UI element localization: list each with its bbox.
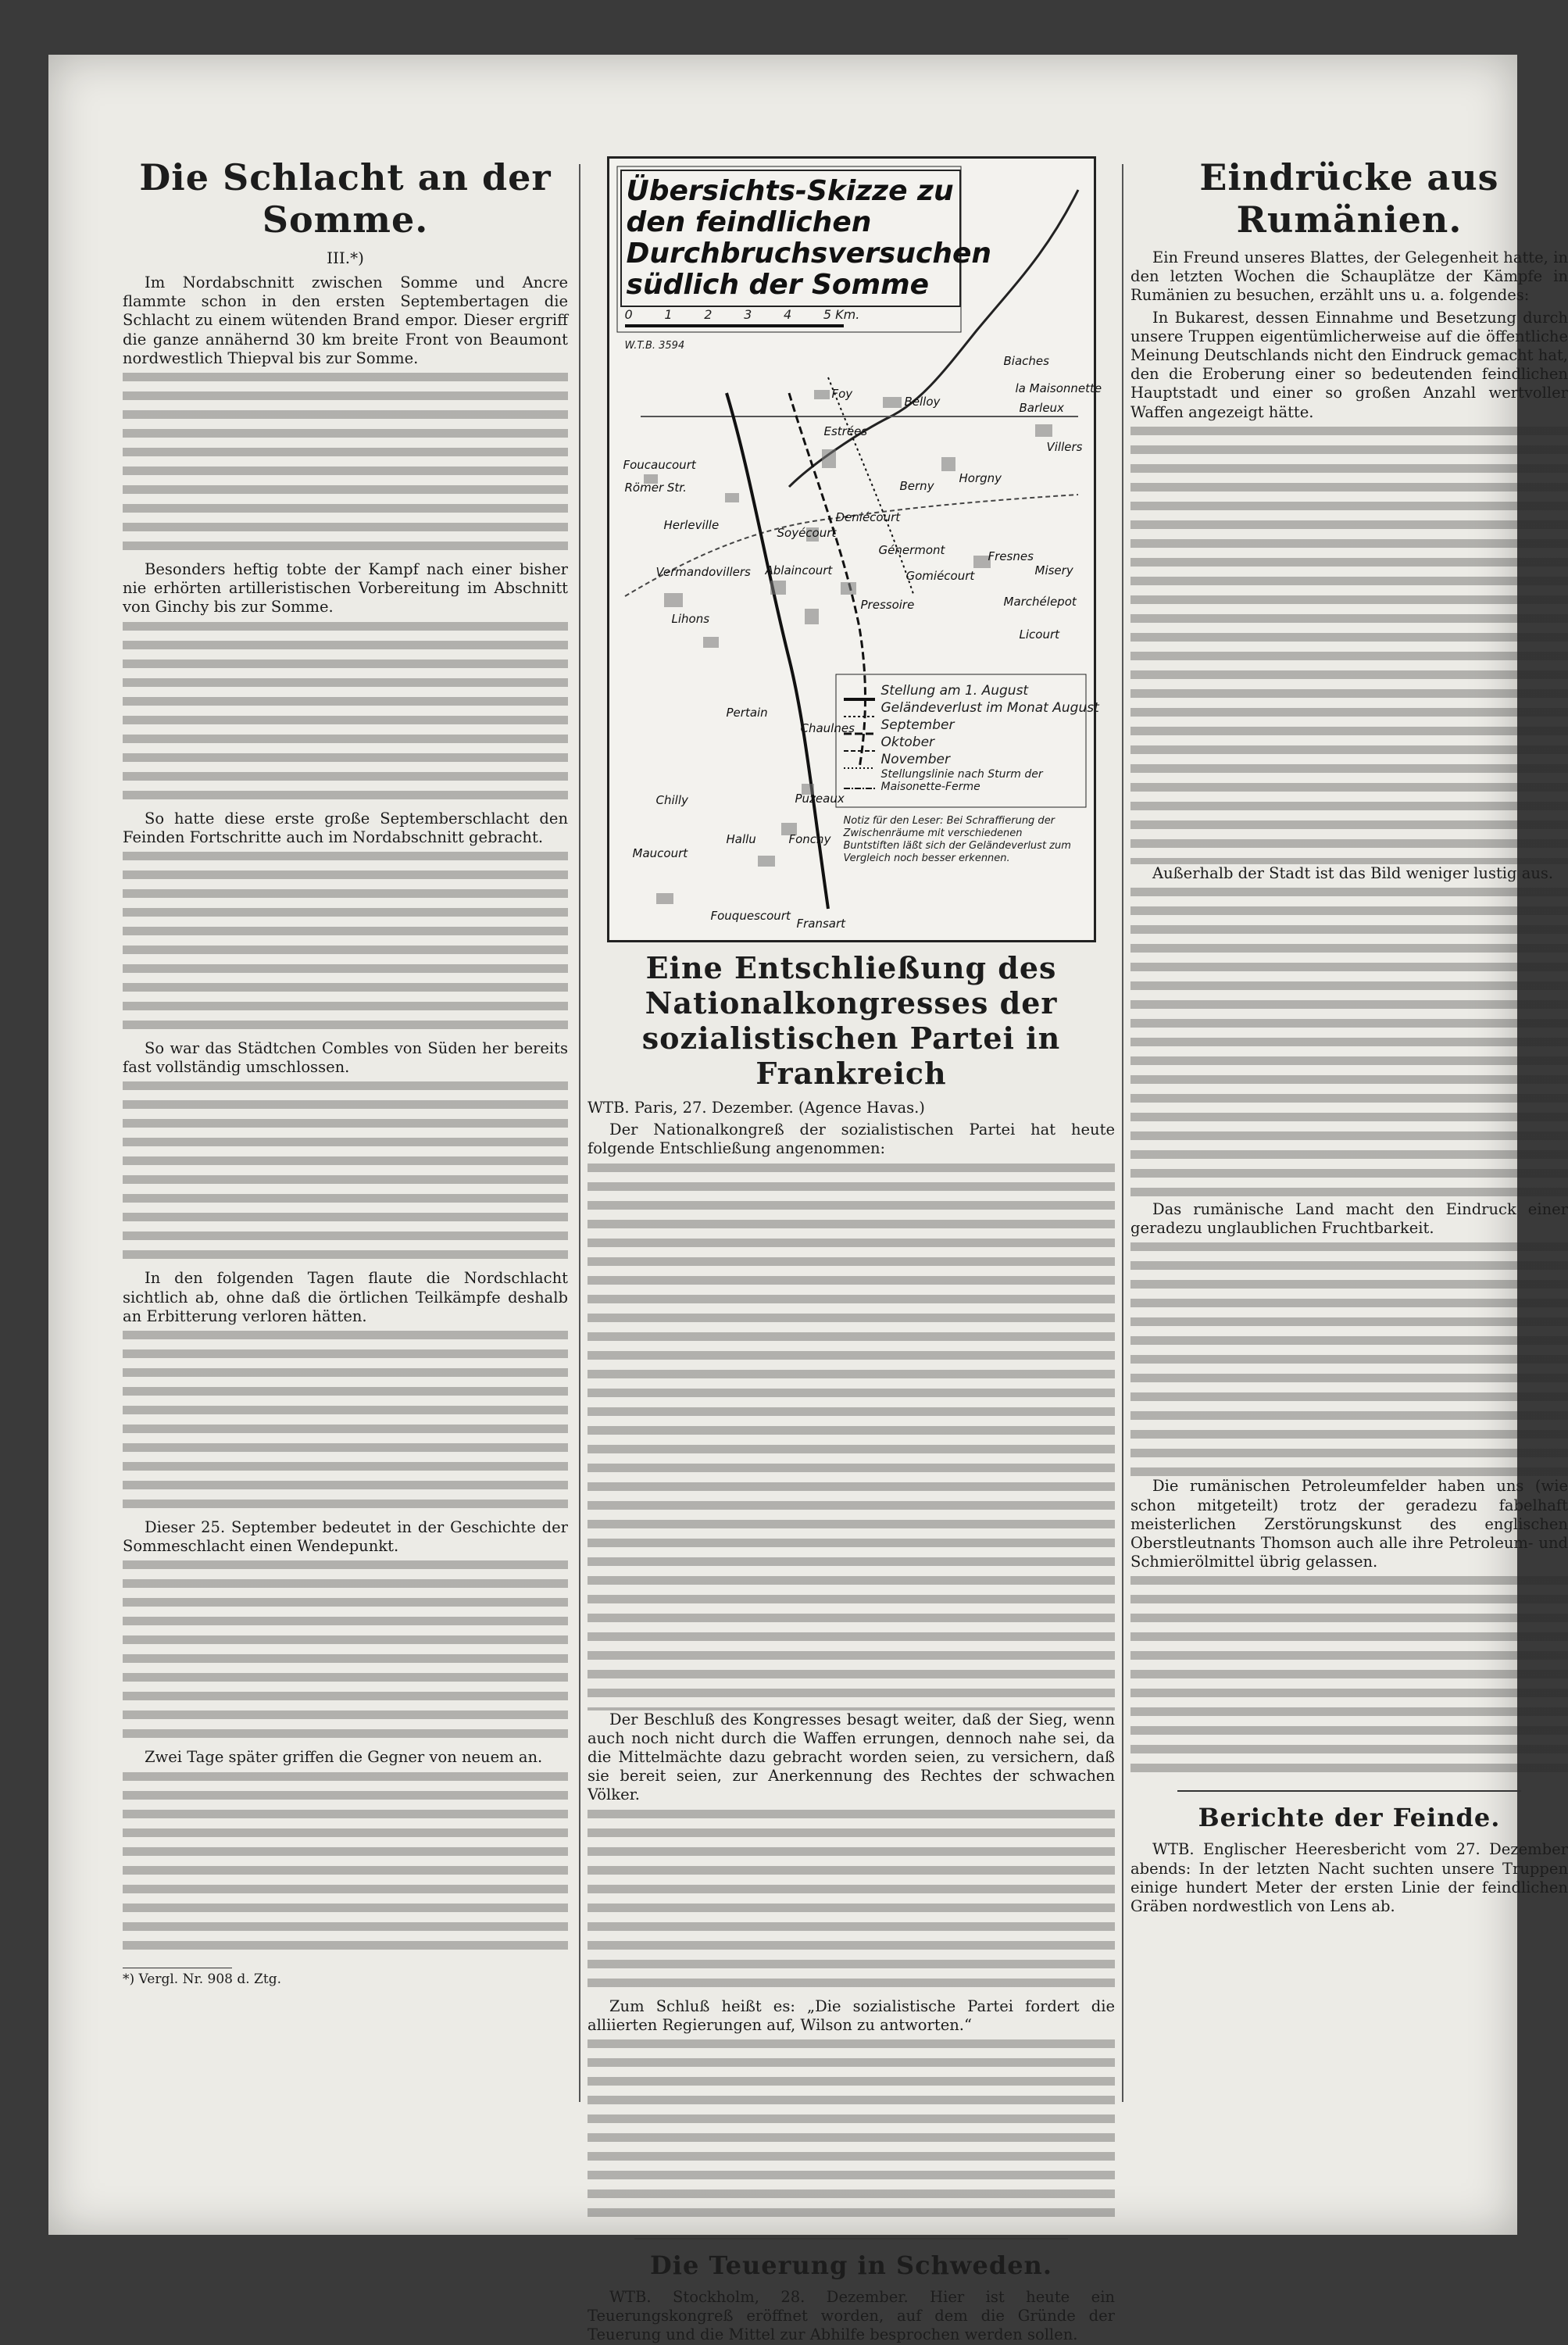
article-paragraph: Der Beschluß des Kongresses besagt weiter, daß der Sieg, wenn auch noch nicht durch die Waffen errungen, dennoch nahe sei, da die Mittelmächte dazu gebracht worden seien, zu versichern, daß sie bereit seien, zur Anerkennung des Rechtes der schwachen Völker.: [588, 1710, 1115, 1804]
place-label: Misery: [1034, 563, 1073, 577]
place-label: Gomiécourt: [905, 569, 975, 583]
scale-tick: 0: [624, 307, 633, 322]
place-label: Barleux: [1019, 401, 1064, 415]
article-separator: [1177, 1790, 1521, 1792]
place-label: Fransart: [796, 917, 846, 931]
article-paragraph: Der Nationalkongreß der sozialistischen Partei hat heute folgende Entschließung angenommen:: [588, 1121, 1115, 1158]
right-column: [1130, 156, 1568, 2157]
article-paragraph: Das rumänische Land macht den Eindruck einer geradezu unglaublichen Fruchtbarkeit.: [1130, 1200, 1568, 1238]
illegible-text-block: [588, 2039, 1115, 2227]
article-paragraph: WTB. Stockholm, 28. Dezember. Hier ist heute ein Teuerungskongreß eröffnet worden, auf dem die Gründe der Teuerung und die Mittel zur Abhilfe besprochen werden sollen.: [588, 2288, 1115, 2344]
scale-tick: 5: [823, 307, 832, 322]
front-line-august: [727, 393, 828, 909]
article-paragraph: Die rumänischen Petroleumfelder haben uns (wie schon mitgeteilt) trotz der geradezu fabelhaft meisterlichen Zerstörungskunst des englischen Oberstleutnants Thomson auch alle ihre Petroleum- und Schmierölmittel übrig gelassen.: [1130, 1477, 1568, 1571]
column-rule: [1122, 164, 1123, 2102]
article-paragraph: Besonders heftig tobte der Kampf nach einer bisher nie erhörten artilleristischen Vorbereitung im Abschnitt von Ginchy bis zur Somme.: [123, 560, 568, 617]
map-title: Übersichts-Skizze zu den feindlichen Durchbruchsversuchen südlich der Somme: [620, 170, 961, 307]
sketch-map: [607, 156, 1102, 942]
illegible-text-block: [123, 1081, 568, 1269]
romania-headline: Eindrücke aus Rumänien.: [1199, 156, 1499, 241]
illegible-text-block: [123, 1560, 568, 1748]
place-label: Génermont: [878, 543, 945, 557]
place-label: Maucourt: [632, 846, 688, 860]
illegible-text-block: [1130, 1576, 1568, 1779]
article-paragraph: In den folgenden Tagen flaute die Nordschlacht sichtlich ab, ohne daß die örtlichen Teilkämpfe deshalb an Erbitterung verloren hätten.: [123, 1269, 568, 1325]
article-dateline: WTB. Paris, 27. Dezember. (Agence Havas.): [588, 1099, 925, 1117]
legend-entry: September: [880, 717, 955, 733]
place-label: Pressoire: [860, 598, 915, 612]
scale-unit: Km.: [835, 307, 860, 322]
place-label: Ablaincourt: [765, 563, 833, 577]
place-label: Biaches: [1003, 354, 1049, 368]
congress-headline: Eine Entschließung des Nationalkongresses der sozialistischen Partei in Frankreich: [641, 950, 1061, 1091]
place-label: Soyécourt: [777, 526, 837, 540]
place-label: Vermandovillers: [655, 565, 751, 579]
middle-column: [588, 156, 1115, 2344]
place-label: Belloy: [904, 395, 941, 409]
article-paragraph: In Bukarest, dessen Einnahme und Besetzung durch unsere Truppen eigentümlicherweise auf die öffentliche Meinung Deutschlands nicht den Eindruck gemacht hat, den die Eroberung einer so bedeutenden feindlichen Hauptstadt und einer so großen Anzahl wertvoller Waffen angezeigt hätte.: [1130, 308, 1568, 421]
somme-headline: Die Schlacht an der Somme.: [139, 156, 552, 241]
illegible-text-block: [123, 852, 568, 1039]
place-label: Marchélepot: [1003, 595, 1077, 609]
place-label: la Maisonnette: [1015, 381, 1102, 395]
place-label: Fouquescourt: [710, 909, 791, 923]
place-label: Licourt: [1019, 627, 1060, 642]
illegible-text-block: [1130, 888, 1568, 1200]
illegible-text-block: [588, 1164, 1115, 1710]
illegible-text-block: [1130, 1242, 1568, 1477]
illegible-text-block: [588, 1810, 1115, 1997]
place-label: Foy: [831, 387, 853, 401]
legend-entry: Stellungslinie nach Sturm der Maisonette-Ferme: [880, 768, 1043, 793]
article-paragraph: Im Nordabschnitt zwischen Somme und Ancre flammte schon in den ersten Septembertagen die Schlacht zu einem wütenden Brand empor. Dieser ergriff die ganze annähernd 30 km breite Front von Beaumont nordwestlich Thiepval bis zur Somme.: [123, 273, 568, 367]
illegible-text-block: [123, 373, 568, 560]
place-label: Pertain: [726, 706, 768, 720]
place-label: Fonchy: [788, 832, 831, 846]
illegible-text-block: [123, 1331, 568, 1518]
footnote: *) Vergl. Nr. 908 d. Ztg.: [123, 1968, 232, 1987]
place-label: Estrées: [823, 424, 868, 438]
place-label: Hallu: [726, 832, 756, 846]
map-code: W.T.B. 3594: [624, 340, 685, 352]
place-label: Horgny: [959, 471, 1002, 485]
place-label: Puzeaux: [795, 792, 845, 806]
section-marker: III.*): [327, 248, 364, 267]
article-paragraph: Zwei Tage später griffen die Gegner von neuem an.: [145, 1748, 543, 1767]
scale-tick: 1: [664, 307, 673, 322]
column-rule: [579, 164, 580, 2102]
legend-entry: Oktober: [880, 735, 935, 750]
illegible-text-block: [123, 1772, 568, 1960]
place-label: Fresnes: [988, 549, 1034, 563]
map-legend: [844, 682, 1099, 793]
scale-tick: 3: [744, 307, 752, 322]
place-label: Foucaucourt: [623, 458, 696, 472]
enemy-reports-headline: Berichte der Feinde.: [1198, 1803, 1501, 1833]
article-intro: Ein Freund unseres Blattes, der Gelegenheit hatte, in den letzten Wochen die Schauplätze der Kämpfe in Rumänien zu besuchen, erzählt uns u. a. folgendes:: [1130, 248, 1568, 305]
place-label: Römer Str.: [624, 481, 687, 495]
sweden-headline: Die Teuerung in Schweden.: [650, 2250, 1052, 2281]
place-label: Berny: [899, 479, 934, 493]
legend-entry: Stellung am 1. August: [880, 683, 1029, 699]
article-paragraph: So hatte diese erste große Septemberschlacht den Feinden Fortschritte auch im Nordabschnitt gebracht.: [123, 809, 568, 846]
place-label: Herleville: [663, 518, 720, 532]
scale-tick: 4: [784, 307, 792, 322]
legend-entry: Geländeverlust im Monat August: [880, 700, 1099, 716]
article-paragraph: Außerhalb der Stadt ist das Bild weniger lustig aus.: [1152, 863, 1554, 882]
place-label: Chaulnes: [800, 721, 855, 735]
illegible-text-block: [1130, 427, 1568, 864]
place-label: Lihons: [671, 612, 710, 626]
article-paragraph: Zum Schluß heißt es: „Die sozialistische Partei fordert die alliierten Regierungen auf, Wilson zu antworten.“: [588, 1996, 1115, 2034]
place-label: Deniécourt: [835, 510, 901, 524]
map-scale: [625, 307, 860, 322]
article-separator: [634, 2238, 1068, 2240]
map-note: Notiz für den Leser: Bei Schraffierung der Zwischenräume mit verschiedenen Buntstiften läßt sich der Geländeverlust zum Vergleich noch besser erkennen.: [843, 815, 1071, 864]
article-paragraph: WTB. Englischer Heeresbericht vom 27. Dezember abends: In der letzten Nacht suchten unsere Truppen einige hundert Meter der ersten Linie der feindlichen Gräben nordwestlich von Lens ab.: [1130, 1840, 1568, 1916]
place-label: Villers: [1046, 440, 1083, 454]
place-label: Chilly: [655, 793, 688, 807]
left-column: [123, 156, 568, 2157]
newspaper-page: [48, 55, 1568, 2344]
legend-entry: November: [880, 752, 950, 767]
scale-tick: 2: [704, 307, 713, 322]
illegible-text-block: [123, 622, 568, 810]
article-paragraph: So war das Städtchen Combles von Süden her bereits fast vollständig umschlossen.: [123, 1039, 568, 1077]
article-paragraph: Dieser 25. September bedeutet in der Geschichte der Sommeschlacht einen Wendepunkt.: [123, 1518, 568, 1556]
